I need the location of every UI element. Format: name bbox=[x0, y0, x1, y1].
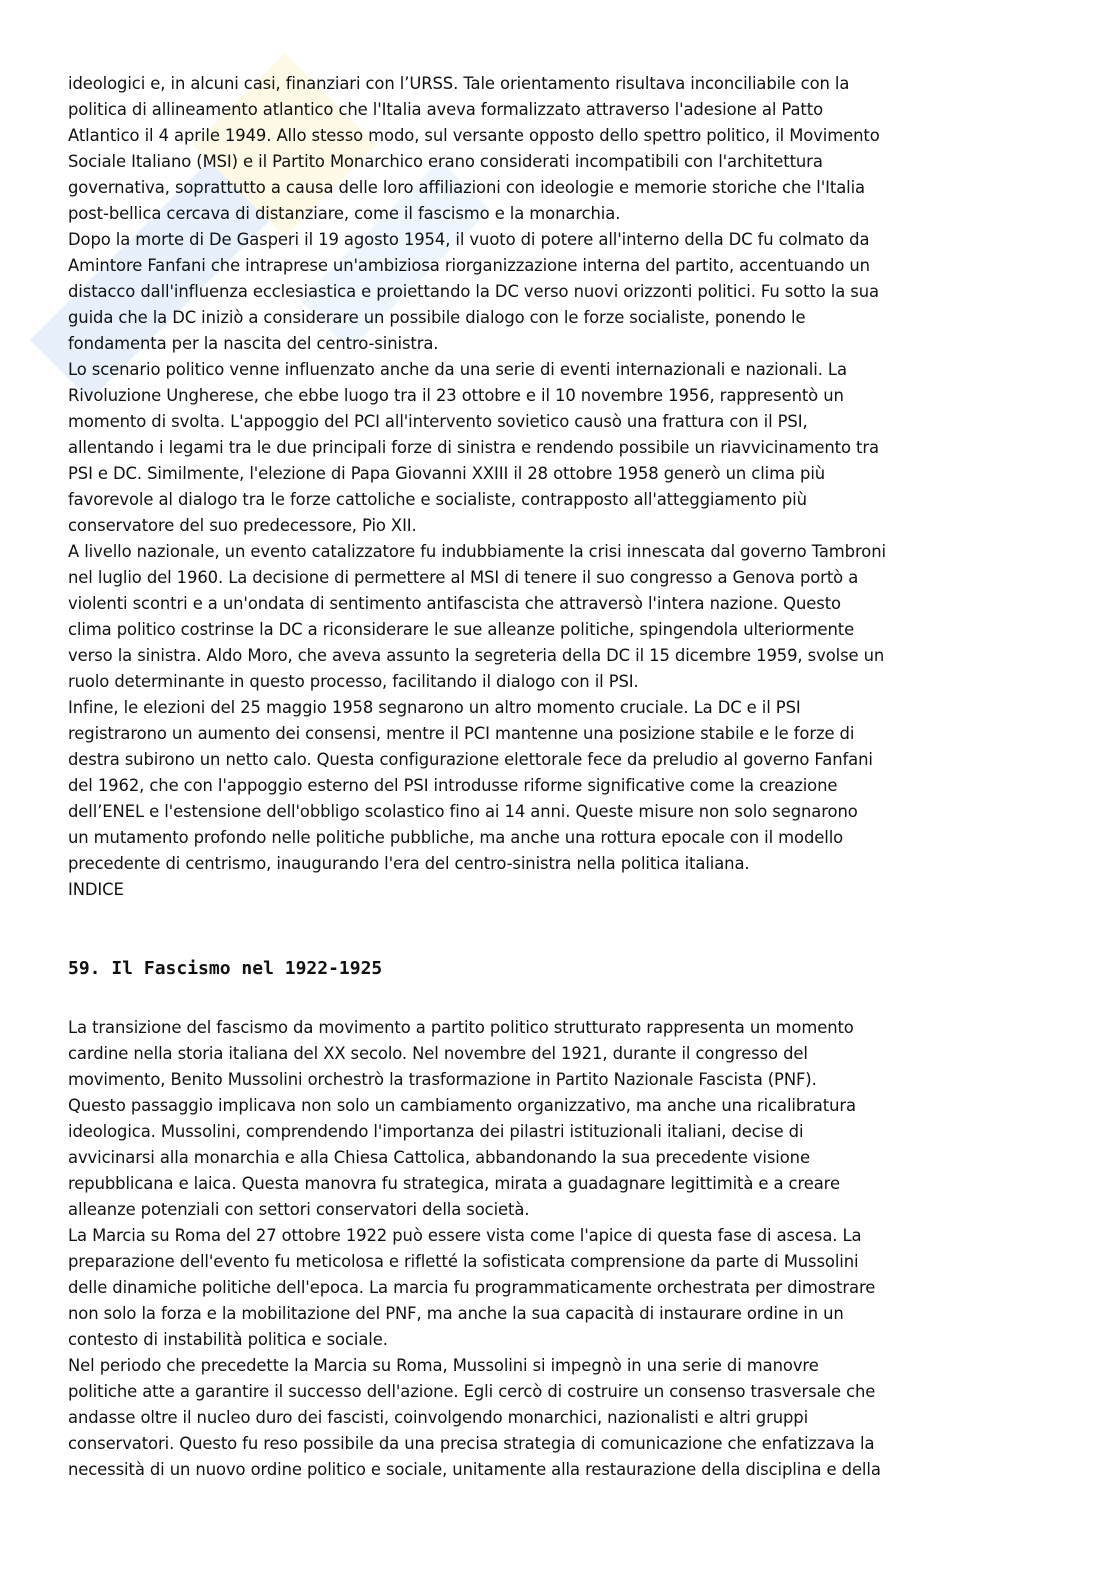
text-line: nel luglio del 1960. La decisione di permettere al MSI di tenere il suo congresso a Genova portò a bbox=[68, 568, 859, 587]
text-line: alleanze potenziali con settori conservatori della società. bbox=[68, 1200, 530, 1219]
text-line: necessità di un nuovo ordine politico e sociale, unitamente alla restaurazione della disciplina e della bbox=[68, 1460, 881, 1479]
text-line: repubblicana e laica. Questa manovra fu strategica, mirata a guadagnare legittimità e a creare bbox=[68, 1174, 840, 1193]
text-line: del 1962, che con l'appoggio esterno del PSI introdusse riforme significative come la creazione bbox=[68, 776, 838, 795]
text-line: ideologici e, in alcuni casi, finanziari con l’URSS. Tale orientamento risultava inconciliabile con la bbox=[68, 74, 850, 93]
text-line: destra subirono un netto calo. Questa configurazione elettorale fece da preludio al governo Fanfani bbox=[68, 750, 873, 769]
previous-section-body bbox=[68, 71, 886, 903]
text-line: dell’ENEL e l'estensione dell'obbligo scolastico fino ai 14 anni. Queste misure non solo segnarono bbox=[68, 802, 858, 821]
text-line: Sociale Italiano (MSI) e il Partito Monarchico erano considerati incompatibili con l'architettura bbox=[68, 152, 823, 171]
text-line: guida che la DC iniziò a considerare un possibile dialogo con le forze socialiste, ponendo le bbox=[68, 308, 806, 327]
text-line: La transizione del fascismo da movimento a partito politico strutturato rappresenta un momento bbox=[68, 1018, 854, 1037]
text-line: un mutamento profondo nelle politiche pubbliche, ma anche una rottura epocale con il modello bbox=[68, 828, 844, 847]
text-line: Dopo la morte di De Gasperi il 19 agosto 1954, il vuoto di potere all'interno della DC fu colmato da bbox=[68, 230, 870, 249]
text-line: Questo passaggio implicava non solo un cambiamento organizzativo, ma anche una ricalibratura bbox=[68, 1096, 856, 1115]
text-line: Atlantico il 4 aprile 1949. Allo stesso modo, sul versante opposto dello spettro politico, il Movimento bbox=[68, 126, 880, 145]
section-heading: 59. Il Fascismo nel 1922-1925 bbox=[68, 958, 383, 979]
text-line: momento di svolta. L'appoggio del PCI all'intervento sovietico causò una frattura con il PSI, bbox=[68, 412, 808, 431]
text-line: avvicinarsi alla monarchia e alla Chiesa Cattolica, abbandonando la sua precedente visione bbox=[68, 1148, 810, 1167]
text-line: delle dinamiche politiche dell'epoca. La marcia fu programmaticamente orchestrata per dimostrare bbox=[68, 1278, 876, 1297]
text-line: preparazione dell'evento fu meticolosa e rifletté la sofisticata comprensione da parte di Mussolini bbox=[68, 1252, 859, 1271]
text-line: clima politico costrinse la DC a riconsiderare le sue alleanze politiche, spingendola ulteriormente bbox=[68, 620, 855, 639]
text-line: non solo la forza e la mobilitazione del PNF, ma anche la sua capacità di instaurare ordine in un bbox=[68, 1304, 844, 1323]
text-line: conservatore del suo predecessore, Pio XII. bbox=[68, 516, 417, 535]
text-line: La Marcia su Roma del 27 ottobre 1922 può essere vista come l'apice di questa fase di ascesa. La bbox=[68, 1226, 862, 1245]
text-line: fondamenta per la nascita del centro-sinistra. bbox=[68, 334, 439, 353]
text-line: PSI e DC. Similmente, l'elezione di Papa Giovanni XXIII il 28 ottobre 1958 generò un clima più bbox=[68, 464, 826, 483]
text-line: Infine, le elezioni del 25 maggio 1958 segnarono un altro momento cruciale. La DC e il PSI bbox=[68, 698, 801, 717]
text-line: post-bellica cercava di distanziare, come il fascismo e la monarchia. bbox=[68, 204, 621, 223]
text-line: registrarono un aumento dei consensi, mentre il PCI mantenne una posizione stabile e le forze di bbox=[68, 724, 855, 743]
index-link[interactable]: INDICE bbox=[68, 880, 124, 899]
text-line: Amintore Fanfani che intraprese un'ambiziosa riorganizzazione interna del partito, accentuando un bbox=[68, 256, 870, 275]
section-body bbox=[68, 1015, 881, 1483]
text-line: precedente di centrismo, inaugurando l'era del centro-sinistra nella politica italiana. bbox=[68, 854, 750, 873]
text-line: allentando i legami tra le due principali forze di sinistra e rendendo possibile un riavvicinamento tra bbox=[68, 438, 879, 457]
text-line: contesto di instabilità politica e sociale. bbox=[68, 1330, 388, 1349]
text-line: A livello nazionale, un evento catalizzatore fu indubbiamente la crisi innescata dal governo Tambroni bbox=[68, 542, 886, 561]
text-line: governativa, soprattutto a causa delle loro affiliazioni con ideologie e memorie storiche che l'Italia bbox=[68, 178, 865, 197]
text-line: conservatori. Questo fu reso possibile da una precisa strategia di comunicazione che enfatizzava la bbox=[68, 1434, 875, 1453]
text-line: verso la sinistra. Aldo Moro, che aveva assunto la segreteria della DC il 15 dicembre 1959, svolse un bbox=[68, 646, 885, 665]
text-line: cardine nella storia italiana del XX secolo. Nel novembre del 1921, durante il congresso del bbox=[68, 1044, 808, 1063]
text-line: ideologica. Mussolini, comprendendo l'importanza dei pilastri istituzionali italiani, decise di bbox=[68, 1122, 804, 1141]
text-line: politica di allineamento atlantico che l'Italia aveva formalizzato attraverso l'adesione al Patto bbox=[68, 100, 824, 119]
text-line: Lo scenario politico venne influenzato anche da una serie di eventi internazionali e nazionali. La bbox=[68, 360, 847, 379]
text-line: Nel periodo che precedette la Marcia su Roma, Mussolini si impegnò in una serie di manovre bbox=[68, 1356, 819, 1375]
text-line: ruolo determinante in questo processo, facilitando il dialogo con il PSI. bbox=[68, 672, 639, 691]
text-line: politiche atte a garantire il successo dell'azione. Egli cercò di costruire un consenso trasversale che bbox=[68, 1382, 876, 1401]
text-line: favorevole al dialogo tra le forze cattoliche e socialiste, contrapposto all'atteggiamento più bbox=[68, 490, 807, 509]
text-line: Rivoluzione Ungherese, che ebbe luogo tra il 23 ottobre e il 10 novembre 1956, rappresentò un bbox=[68, 386, 844, 405]
text-line: distacco dall'influenza ecclesiastica e proiettando la DC verso nuovi orizzonti politici. Fu sotto la sua bbox=[68, 282, 879, 301]
text-line: andasse oltre il nucleo duro dei fascisti, coinvolgendo monarchici, nazionalisti e altri gruppi bbox=[68, 1408, 809, 1427]
text-line: movimento, Benito Mussolini orchestrò la trasformazione in Partito Nazionale Fascista (PNF). bbox=[68, 1070, 817, 1089]
text-line: violenti scontri e a un'ondata di sentimento antifascista che attraversò l'intera nazione. Questo bbox=[68, 594, 841, 613]
